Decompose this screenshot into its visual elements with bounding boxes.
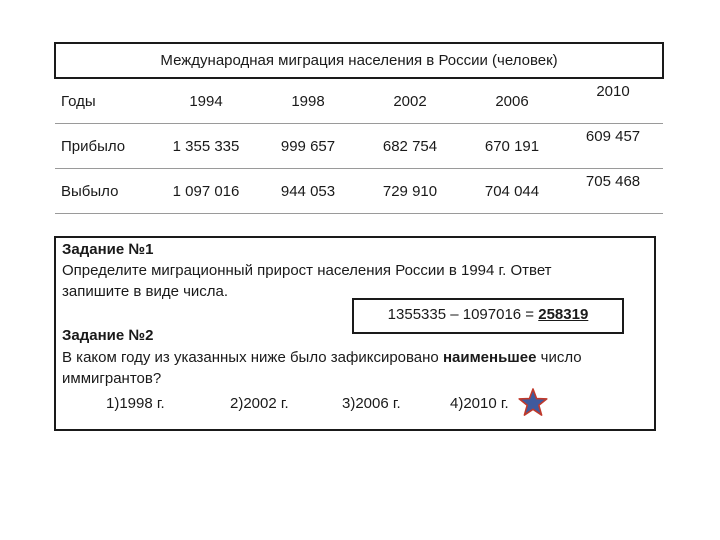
answer-result: 258319 (538, 306, 589, 323)
task1-question-line1: Определите миграционный прирост населения России в 1994 г. Ответ (62, 262, 552, 279)
task-box (54, 236, 656, 431)
task2-heading: Задание №2 (62, 327, 154, 344)
option-4: 4)2010 г. (450, 395, 509, 412)
row-label-arrived: Прибыло (55, 124, 155, 169)
task2-text-after: число (536, 349, 582, 366)
star-shape (519, 389, 547, 415)
table-row-arrived (55, 124, 663, 169)
table-cell: 999 657 (257, 124, 359, 169)
table-cell: 609 457 (563, 124, 663, 169)
star-icon (518, 388, 548, 418)
table-cell: 670 191 (461, 124, 563, 169)
task2-text-bold: наименьшее (442, 349, 537, 366)
table-cell: 1 355 335 (155, 124, 257, 169)
table-cell: 705 468 (563, 169, 663, 214)
year-cell: 1994 (155, 78, 257, 124)
table-cell: 944 053 (257, 169, 359, 214)
task2-question-line2: иммигрантов? (62, 370, 162, 387)
option-1: 1)1998 г. (106, 395, 165, 412)
table-title: Международная миграция населения в России (человек) (55, 43, 663, 78)
migration-table (54, 42, 664, 214)
option-3: 3)2006 г. (342, 395, 401, 412)
table-row-departed (55, 169, 663, 214)
task1-heading: Задание №1 (62, 241, 154, 258)
years-label: Годы (55, 78, 155, 124)
option-2: 2)2002 г. (230, 395, 289, 412)
table-title-row (55, 43, 663, 78)
table-cell: 729 910 (359, 169, 461, 214)
task2-options (56, 394, 654, 414)
table-cell: 704 044 (461, 169, 563, 214)
row-label-departed: Выбыло (55, 169, 155, 214)
task1-answer-box (352, 298, 624, 334)
table-cell: 1 097 016 (155, 169, 257, 214)
task1-question-line2: запишите в виде числа. (62, 283, 229, 300)
year-cell: 2006 (461, 78, 563, 124)
year-cell: 1998 (257, 78, 359, 124)
year-cell: 2002 (359, 78, 461, 124)
table-cell: 682 754 (359, 124, 461, 169)
task2-question-line1 (62, 348, 582, 367)
year-cell: 2010 (563, 78, 663, 124)
table-header-row (55, 78, 663, 124)
task2-text-before: В каком году из указанных ниже было зафиксировано (62, 349, 443, 366)
answer-expression: 1355335 – 1097016 = (387, 306, 539, 323)
